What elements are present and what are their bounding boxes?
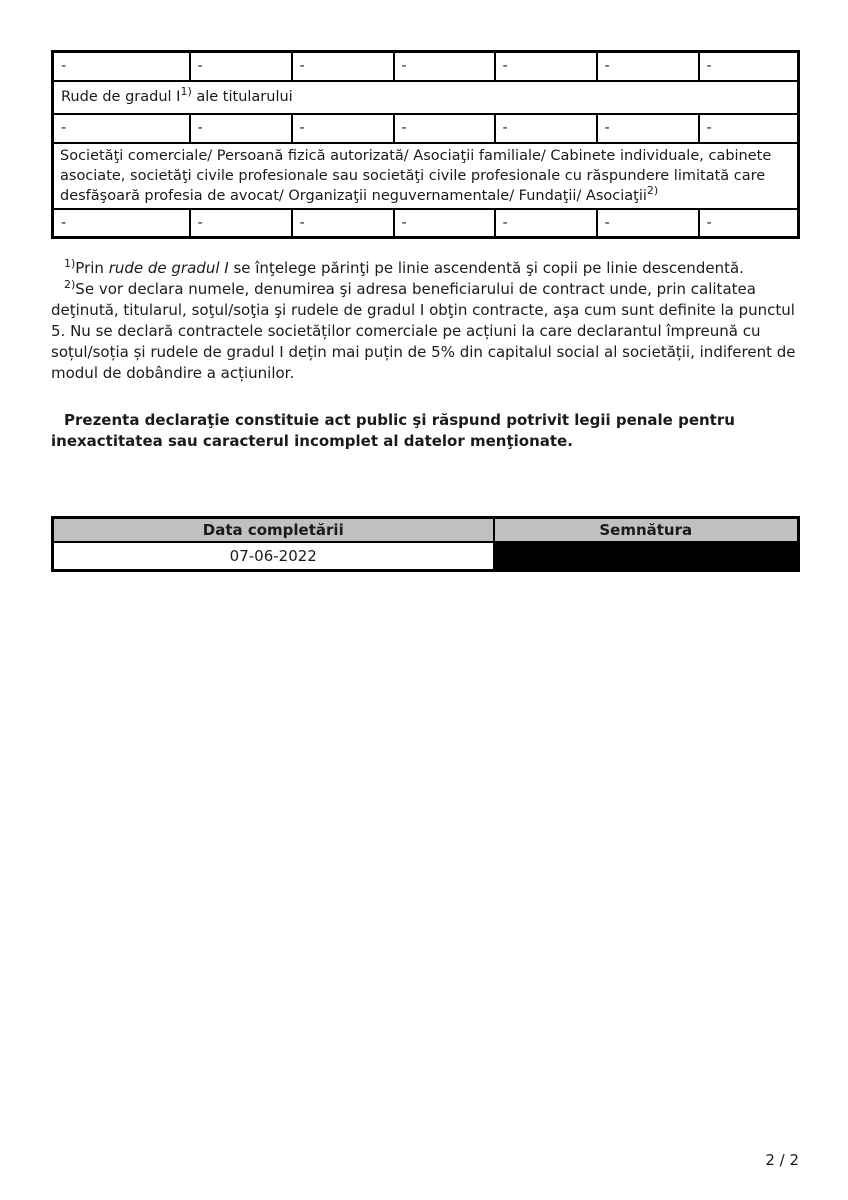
footnote-marker-2: 2)	[646, 183, 659, 197]
dash-cell: -	[495, 52, 597, 81]
signature-column-header: Semnătura	[494, 518, 799, 542]
dash-cell: -	[292, 52, 394, 81]
section-header-rude-tail: ale titularului	[191, 89, 293, 105]
dash-cell: -	[394, 114, 495, 143]
dash-cell: -	[597, 114, 699, 143]
continuation-table	[51, 50, 800, 239]
footnote-2-marker: 2)	[64, 278, 76, 291]
dash-cell: -	[292, 114, 394, 143]
dash-cell: -	[53, 52, 190, 81]
section-header-rude	[53, 81, 799, 114]
dash-cell: -	[597, 209, 699, 238]
dash-cell: -	[699, 209, 799, 238]
dash-cell: -	[190, 52, 292, 81]
footnote-1-text-post: se înţelege părinţi pe linie ascendentă şi copii pe linie descendentă.	[228, 259, 744, 277]
table-row-section-societati	[53, 143, 799, 209]
signature-table	[51, 516, 800, 572]
dash-cell: -	[699, 114, 799, 143]
table-row-dashes	[53, 52, 799, 81]
footnote-1-text-pre: Prin	[75, 259, 109, 277]
footnotes-block	[51, 258, 799, 384]
section-header-societati	[53, 143, 799, 209]
footnote-2-text: Se vor declara numele, denumirea şi adresa beneficiarului de contract unde, prin calitatea deţinută, titularul, soţul/soţia şi rudele de gradul I obţin contracte, aşa cum sunt definite la punctul 5. Nu se declară contractele societăților comerciale pe acțiuni la care declarantul împreună cu soțul/soția și rudele de gradul I dețin mai puțin de 5% din capitalul social al societății, indiferent de modul de dobândire a acțiunilor.	[51, 280, 796, 382]
footnote-1	[51, 258, 799, 279]
footnote-marker-1: 1)	[180, 85, 192, 98]
table-row-dashes	[53, 209, 799, 238]
footnote-1-marker: 1)	[64, 257, 76, 270]
dash-cell: -	[699, 52, 799, 81]
table-row-section-rude	[53, 81, 799, 114]
footnote-2	[51, 279, 799, 384]
dash-cell: -	[190, 114, 292, 143]
date-value-cell: 07-06-2022	[53, 542, 494, 571]
section-header-societati-text: Societăţi comerciale/ Persoană fizică autorizată/ Asociaţii familiale/ Cabinete individuale, cabinete asociate, societăţi civile profesionale sau societăţi civile profesionale cu răspundere limitată care desfăşoară profesia de avocat/ Organizaţii neguvernamentale/ Fundaţii/ Asociaţii	[60, 147, 772, 204]
legal-declaration: Prezenta declaraţie constituie act public şi răspund potrivit legii penale pentru inexactitatea sau caracterul incomplet al datelor menţionate.	[51, 411, 735, 450]
page-number: 2 / 2	[765, 1151, 799, 1169]
table-row-dashes	[53, 114, 799, 143]
dash-cell: -	[394, 209, 495, 238]
dash-cell: -	[495, 209, 597, 238]
dash-cell: -	[190, 209, 292, 238]
dash-cell: -	[53, 209, 190, 238]
footnote-1-term: rude de gradul I	[108, 259, 229, 277]
signature-table-header-row	[53, 518, 799, 542]
dash-cell: -	[495, 114, 597, 143]
dash-cell: -	[394, 52, 495, 81]
dash-cell: -	[597, 52, 699, 81]
date-column-header: Data completării	[53, 518, 494, 542]
dash-cell: -	[53, 114, 190, 143]
dash-cell: -	[292, 209, 394, 238]
section-header-rude-text: Rude de gradul I	[61, 89, 181, 105]
signature-table-value-row	[53, 542, 799, 571]
signature-redacted-cell	[494, 542, 799, 571]
